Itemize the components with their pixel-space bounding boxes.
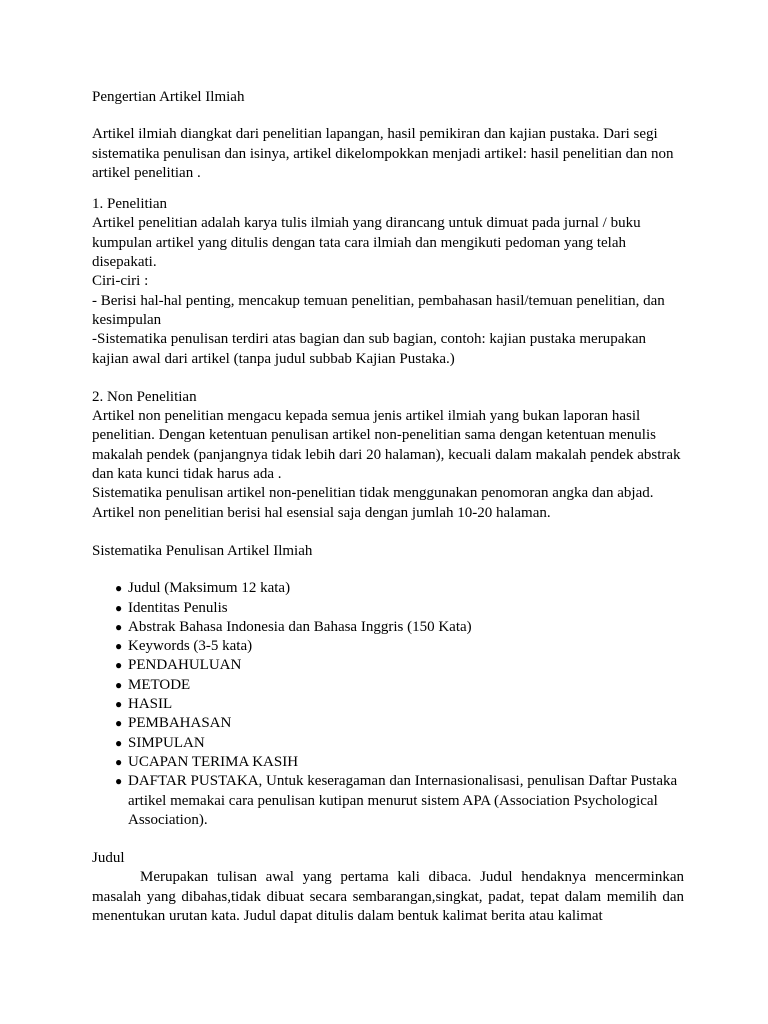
list-item: [115, 656, 684, 675]
list-item: [115, 714, 684, 733]
bullet-icon: ●: [115, 658, 123, 673]
section-body: Sistematika penulisan artikel non-penelitian tidak menggunakan penomoran angka dan abjad. Artikel non penelitian berisi hal esensial saja dengan jumlah 10-20 halaman.: [92, 485, 654, 521]
bullet-icon: ●: [115, 619, 123, 634]
list-item: [115, 599, 684, 618]
list-item-text: Identitas Penulis: [128, 599, 228, 616]
ciri-item: - Berisi hal-hal penting, mencakup temuan penelitian, pembahasan hasil/temuan penelitian, dan kesimpulan: [92, 292, 665, 328]
systematics-title: Sistematika Penulisan Artikel Ilmiah: [92, 542, 313, 559]
section-heading: 2. Non Penelitian: [92, 388, 197, 405]
list-item-text: Keywords (3-5 kata): [128, 638, 253, 655]
list-item-text: HASIL: [128, 696, 173, 713]
list-item-text: Abstrak Bahasa Indonesia dan Bahasa Inggris (150 Kata): [128, 618, 472, 635]
bullet-icon: ●: [115, 774, 123, 789]
list-item-text: PEMBAHASAN: [128, 715, 232, 732]
section-judul: [92, 849, 684, 926]
list-item: [115, 695, 684, 714]
list-item: [115, 753, 684, 772]
list-item-text: PENDAHULUAN: [128, 657, 242, 674]
section-body: Merupakan tulisan awal yang pertama kali dibaca. Judul hendaknya mencerminkan masalah yang dibahas,tidak dibuat secara sembarangan,singkat, padat, tepat dalam memilih dan menentukan urutan kata. Judul dapat ditulis dalam bentuk kalimat berita atau kalimat: [92, 869, 684, 924]
bullet-icon: ●: [115, 735, 123, 750]
bullet-icon: ●: [115, 677, 123, 692]
section-body: Artikel penelitian adalah karya tulis ilmiah yang dirancang untuk dimuat pada jurnal / buku kumpulan artikel yang ditulis dengan tata cara ilmiah dan mengikuti pedoman yang telah disepakati.: [92, 215, 641, 271]
list-item-text: Judul (Maksimum 12 kata): [128, 580, 291, 597]
section-non-penelitian: [92, 388, 684, 523]
bullet-icon: ●: [115, 697, 123, 712]
list-item-text: METODE: [128, 676, 191, 693]
list-item: [115, 618, 684, 637]
list-item-text: DAFTAR PUSTAKA, Untuk keseragaman dan Internasionalisasi, penulisan Daftar Pustaka artikel memakai cara penulisan kutipan menurut sistem APA (Association Psychological Association).: [128, 773, 678, 828]
ciri-item: -Sistematika penulisan terdiri atas bagian dan sub bagian, contoh: kajian pustaka merupakan kajian awal dari artikel (tanpa judul subbab Kajian Pustaka.): [92, 331, 647, 367]
bullet-icon: ●: [115, 600, 123, 615]
section-body: Artikel non penelitian mengacu kepada semua jenis artikel ilmiah yang bukan laporan hasil penelitian. Dengan ketentuan penulisan artikel non-penelitian sama dengan ketentuan menulis makalah pendek (panjangnya tidak lebih dari 20 halaman), kecuali dalam makalah pendek abstrak dan kata kunci tidak harus ada .: [92, 408, 681, 483]
list-item: [115, 772, 684, 830]
bullet-icon: ●: [115, 581, 123, 596]
list-item: [115, 637, 684, 656]
list-item-text: UCAPAN TERIMA KASIH: [128, 753, 299, 770]
bullet-icon: ●: [115, 754, 123, 769]
section-heading: Judul: [92, 850, 125, 867]
bullet-icon: ●: [115, 639, 123, 654]
list-item-text: SIMPULAN: [128, 734, 205, 751]
section-penelitian: [92, 195, 684, 369]
bullet-icon: ●: [115, 716, 123, 731]
list-item: [115, 579, 684, 598]
list-item: [115, 676, 684, 695]
intro-paragraph: Artikel ilmiah diangkat dari penelitian lapangan, hasil pemikiran dan kajian pustaka. Dari segi sistematika penulisan dan isinya, artikel dikelompokkan menjadi artikel: hasil penelitian dan non artikel penelitian .: [92, 126, 674, 181]
list-item: [115, 734, 684, 753]
systematics-list: [92, 579, 684, 830]
section-heading: 1. Penelitian: [92, 196, 167, 213]
page-title: Pengertian Artikel Ilmiah: [92, 89, 245, 105]
ciri-label: Ciri-ciri :: [92, 273, 149, 290]
